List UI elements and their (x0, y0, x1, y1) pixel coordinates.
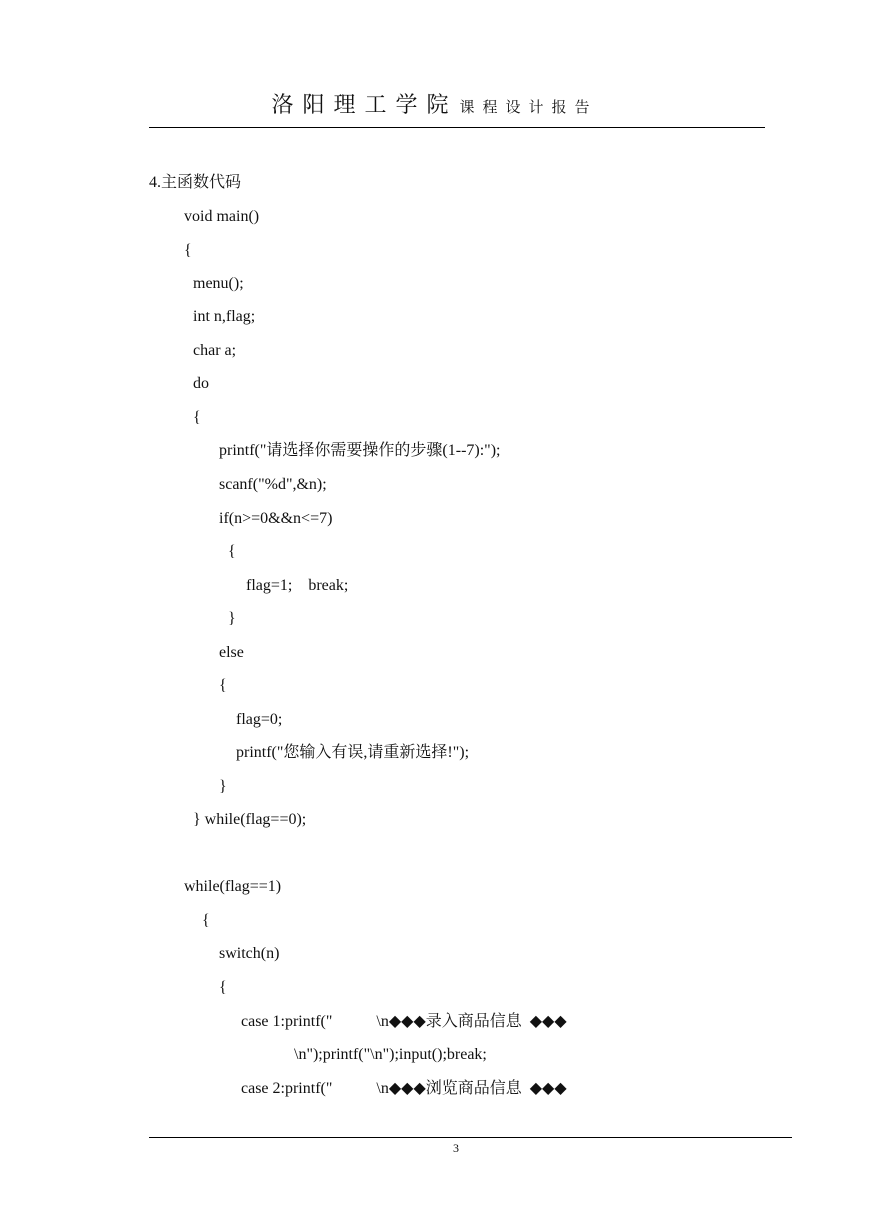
code-line: flag=0; (236, 711, 283, 728)
code-line: } (228, 610, 236, 627)
code-line: while(flag==1) (184, 878, 282, 895)
section-heading: 4.主函数代码 (149, 174, 242, 191)
report-subtitle: 课程设计报告 (459, 98, 598, 116)
code-line: { (219, 677, 227, 694)
code-line: switch(n) (219, 945, 280, 962)
code-line: case 1:printf(" \n◆◆◆录入商品信息 ◆◆◆ (241, 1013, 567, 1030)
code-line: } (219, 778, 227, 795)
code-line: printf("请选择你需要操作的步骤(1--7):"); (219, 442, 501, 459)
code-line: case 2:printf(" \n◆◆◆浏览商品信息 ◆◆◆ (241, 1080, 567, 1097)
code-line: printf("您输入有误,请重新选择!"); (236, 744, 470, 761)
code-line: \n");printf("\n");input();break; (294, 1046, 487, 1063)
footer-divider (149, 1137, 792, 1138)
code-line: { (193, 409, 201, 426)
school-name: 洛阳理工学院 (271, 93, 458, 118)
code-line: menu(); (193, 275, 244, 292)
code-line: if(n>=0&&n<=7) (219, 510, 333, 527)
header-divider (149, 127, 765, 128)
page-number: 3 (453, 1141, 459, 1155)
code-line: flag=1; break; (246, 577, 349, 594)
code-line: int n,flag; (193, 308, 256, 325)
code-line: { (202, 912, 210, 929)
code-line: void main() (184, 208, 260, 225)
code-line: { (184, 242, 192, 259)
code-line: scanf("%d",&n); (219, 476, 327, 493)
code-line: { (219, 979, 227, 996)
code-line: else (219, 644, 244, 661)
code-line: } while(flag==0); (193, 811, 307, 828)
code-line: { (228, 543, 236, 560)
code-line: do (193, 375, 209, 392)
report-header (0, 88, 869, 119)
code-line: char a; (193, 342, 237, 359)
